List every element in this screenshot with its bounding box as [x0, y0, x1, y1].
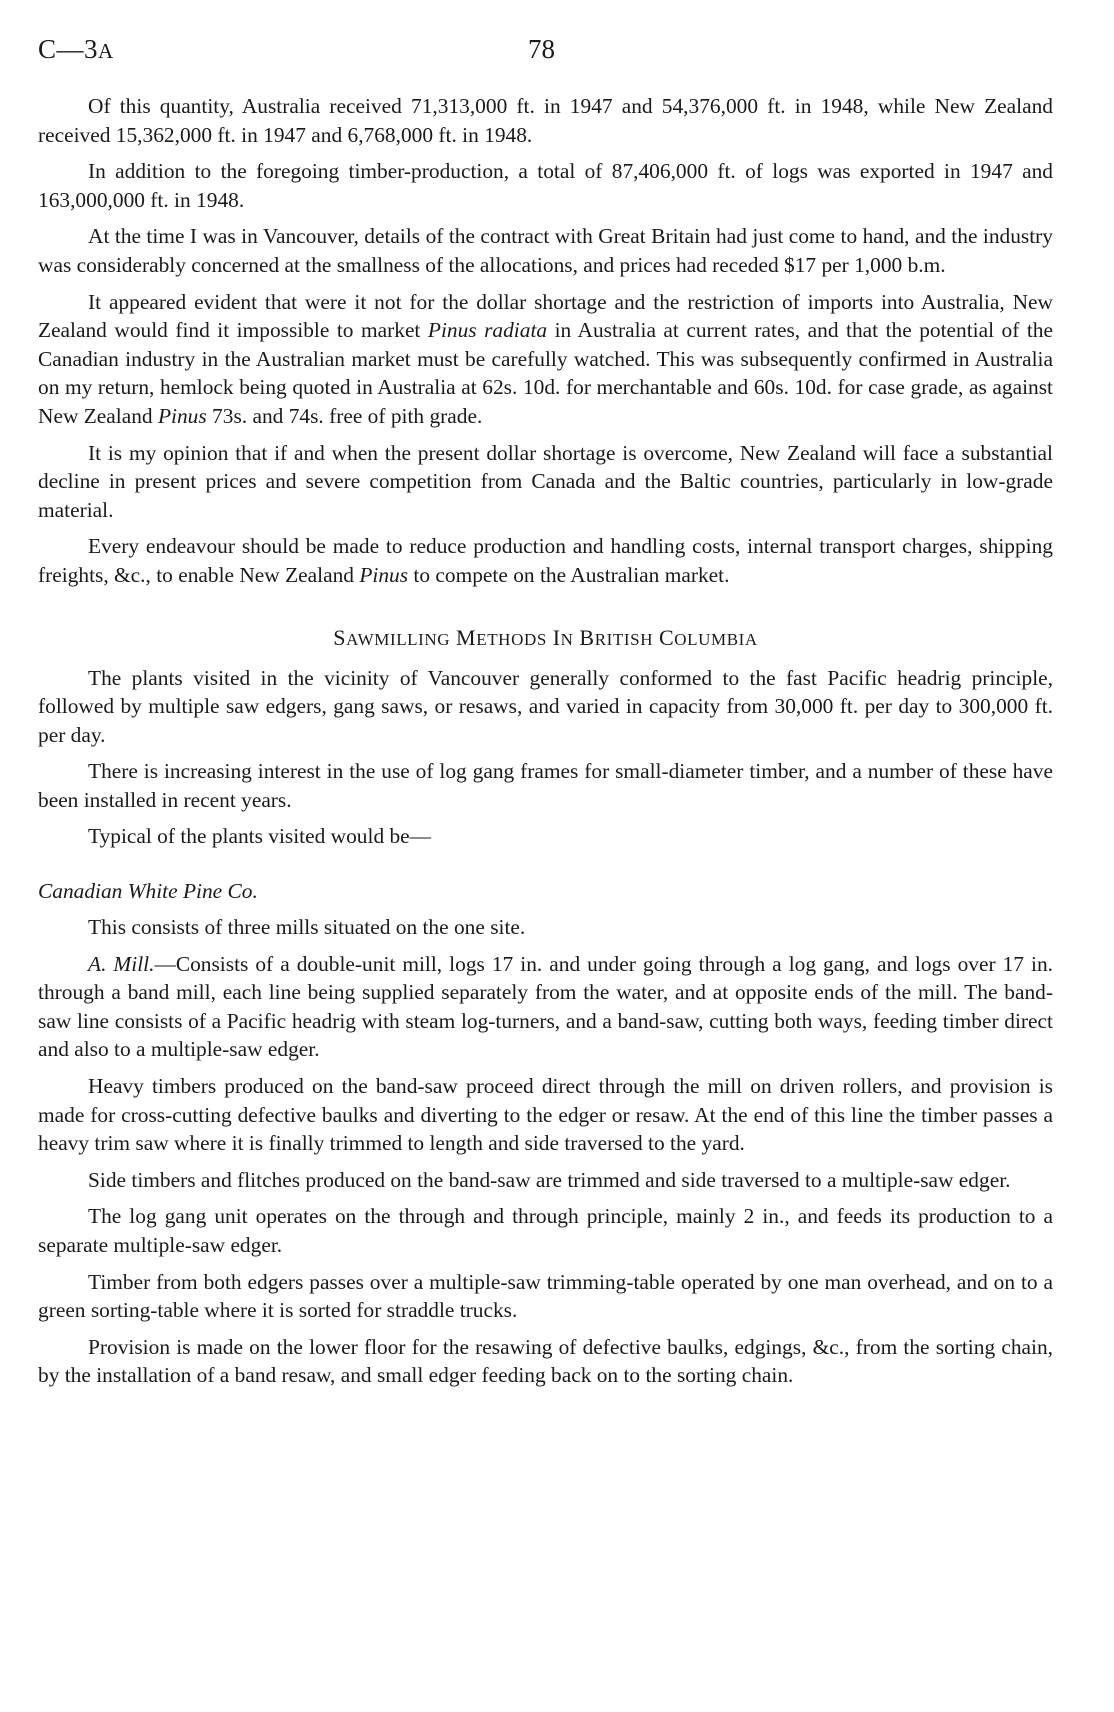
paragraph-side-timbers: Side timbers and flitches produced on the band-saw are trimmed and side traversed to a multiple-saw edger.	[88, 1167, 1011, 1192]
document-reference	[38, 34, 114, 65]
paragraph-heavy-timbers: Heavy timbers produced on the band-saw proceed direct through the mill on driven rollers, and provision is made for cross-cutting defective baulks and diverting to the edger or resaw. At the end of this line the timber passes a heavy trim saw where it is finally trimmed to length and side traversed to the yard.	[38, 1074, 1053, 1156]
heading-smallcaps: OLUMBIA	[674, 629, 758, 649]
page-number: 78	[528, 34, 555, 64]
species-name: Pinus radiata	[427, 318, 548, 343]
paragraph-australia-nz-quantities: Of this quantity, Australia received 71,313,000 ft. in 1947 and 54,376,000 ft. in 1948, while New Zealand received 15,362,000 ft. in 1947 and 6,768,000 ft. in 1948.	[38, 94, 1053, 147]
text-run: in Australia at current rates, and that the potential of the Canadian industry in the Australian market must be carefully watched. This was subsequently confirmed in Australia on my return, hemlock being quoted in Australia at 62s. 10d. for merchantable and 60s. 10d. for case grade, as against New Zealand	[38, 318, 1053, 428]
paragraph-lower-floor: Provision is made on the lower floor for the resawing of defective baulks, edgings, &c., from the sorting chain, by the installation of a band resaw, and small edger feeding back on to the sorting chain.	[38, 1334, 1053, 1388]
paragraph-dollar-shortage	[38, 288, 1053, 431]
paragraph-vancouver-contract: At the time I was in Vancouver, details of the contract with Great Britain had just come to hand, and the industry was considerably concerned at the smallness of the allocations, and prices had receded $17 per 1,000 b.m.	[38, 224, 1053, 277]
text-run: 73s. and 74s. free of pith grade.	[206, 403, 483, 428]
heading-initial: B	[579, 624, 595, 650]
page-header	[38, 28, 1053, 68]
paragraph-log-exports: In addition to the foregoing timber-production, a total of 87,406,000 ft. of logs was exported in 1947 and 163,000,000 ft. in 1948.	[38, 159, 1053, 212]
paragraph-typical-plants: Typical of the plants visited would be—	[88, 824, 432, 849]
paragraph-log-gang-frames: There is increasing interest in the use of log gang frames for small-diameter timber, and a number of these have been installed in recent years.	[38, 759, 1053, 812]
species-name: Pinus	[359, 562, 409, 587]
section-heading	[38, 624, 1053, 654]
text-run: to compete on the Australian market.	[408, 562, 730, 587]
heading-initial: I	[552, 624, 561, 650]
heading-initial: M	[456, 624, 477, 650]
reference-prefix: C—3	[38, 34, 99, 64]
paragraph-log-gang-unit: The log gang unit operates on the through and through principle, mainly 2 in., and feeds its production to a separate multiple-saw edger.	[38, 1204, 1053, 1257]
heading-smallcaps: AWMILLING	[346, 629, 451, 649]
paragraph-a-mill	[38, 950, 1053, 1064]
paragraph-endeavour	[38, 532, 1053, 589]
document-page	[38, 28, 1053, 1398]
heading-smallcaps: N	[560, 629, 574, 649]
heading-smallcaps: RITISH	[594, 629, 654, 649]
paragraph-edgers: Timber from both edgers passes over a multiple-saw trimming-table operated by one man overhead, and on to a green sorting-table where it is sorted for straddle trucks.	[38, 1269, 1053, 1323]
text-run: —Consists of a double-unit mill, logs 17 in. and under going through a log gang, and logs over 17 in. through a band mill, each line being supplied separately from the water, and at opposite ends of the mill. The band-saw line consists of a Pacific headrig with steam log-turners, and a band-saw, cutting both ways, feeding timber direct and also to a multiple-saw edger.	[38, 951, 1053, 1062]
company-subheading: Canadian White Pine Co.	[38, 879, 258, 904]
text-run: It appeared evident that were it not for the dollar shortage and the restriction of imports into Australia, New Zealand would find it impossible to market	[38, 289, 1053, 343]
paragraph-plants-visited: The plants visited in the vicinity of Vancouver generally conformed to the fast Pacific headrig principle, followed by multiple saw edgers, gang saws, or resaws, and varied in capacity from 30,000 ft. per day to 300,000 ft. per day.	[38, 665, 1053, 747]
heading-initial: S	[333, 624, 347, 650]
paragraph-opinion: It is my opinion that if and when the present dollar shortage is overcome, New Zealand will face a substantial decline in present prices and severe competition from Canada and the Baltic countries, particularly in low-grade material.	[38, 440, 1053, 522]
heading-initial: C	[658, 624, 675, 650]
reference-suffix: A	[98, 39, 114, 63]
heading-smallcaps: ETHODS	[476, 629, 547, 649]
mill-label: A. Mill.	[88, 951, 155, 976]
species-name: Pinus	[157, 403, 207, 428]
page-body	[38, 92, 1053, 1390]
paragraph-three-mills: This consists of three mills situated on the one site.	[88, 915, 526, 940]
text-run: Every endeavour should be made to reduce production and handling costs, internal transport charges, shipping freights, &c., to enable New Zealand	[38, 534, 1053, 587]
